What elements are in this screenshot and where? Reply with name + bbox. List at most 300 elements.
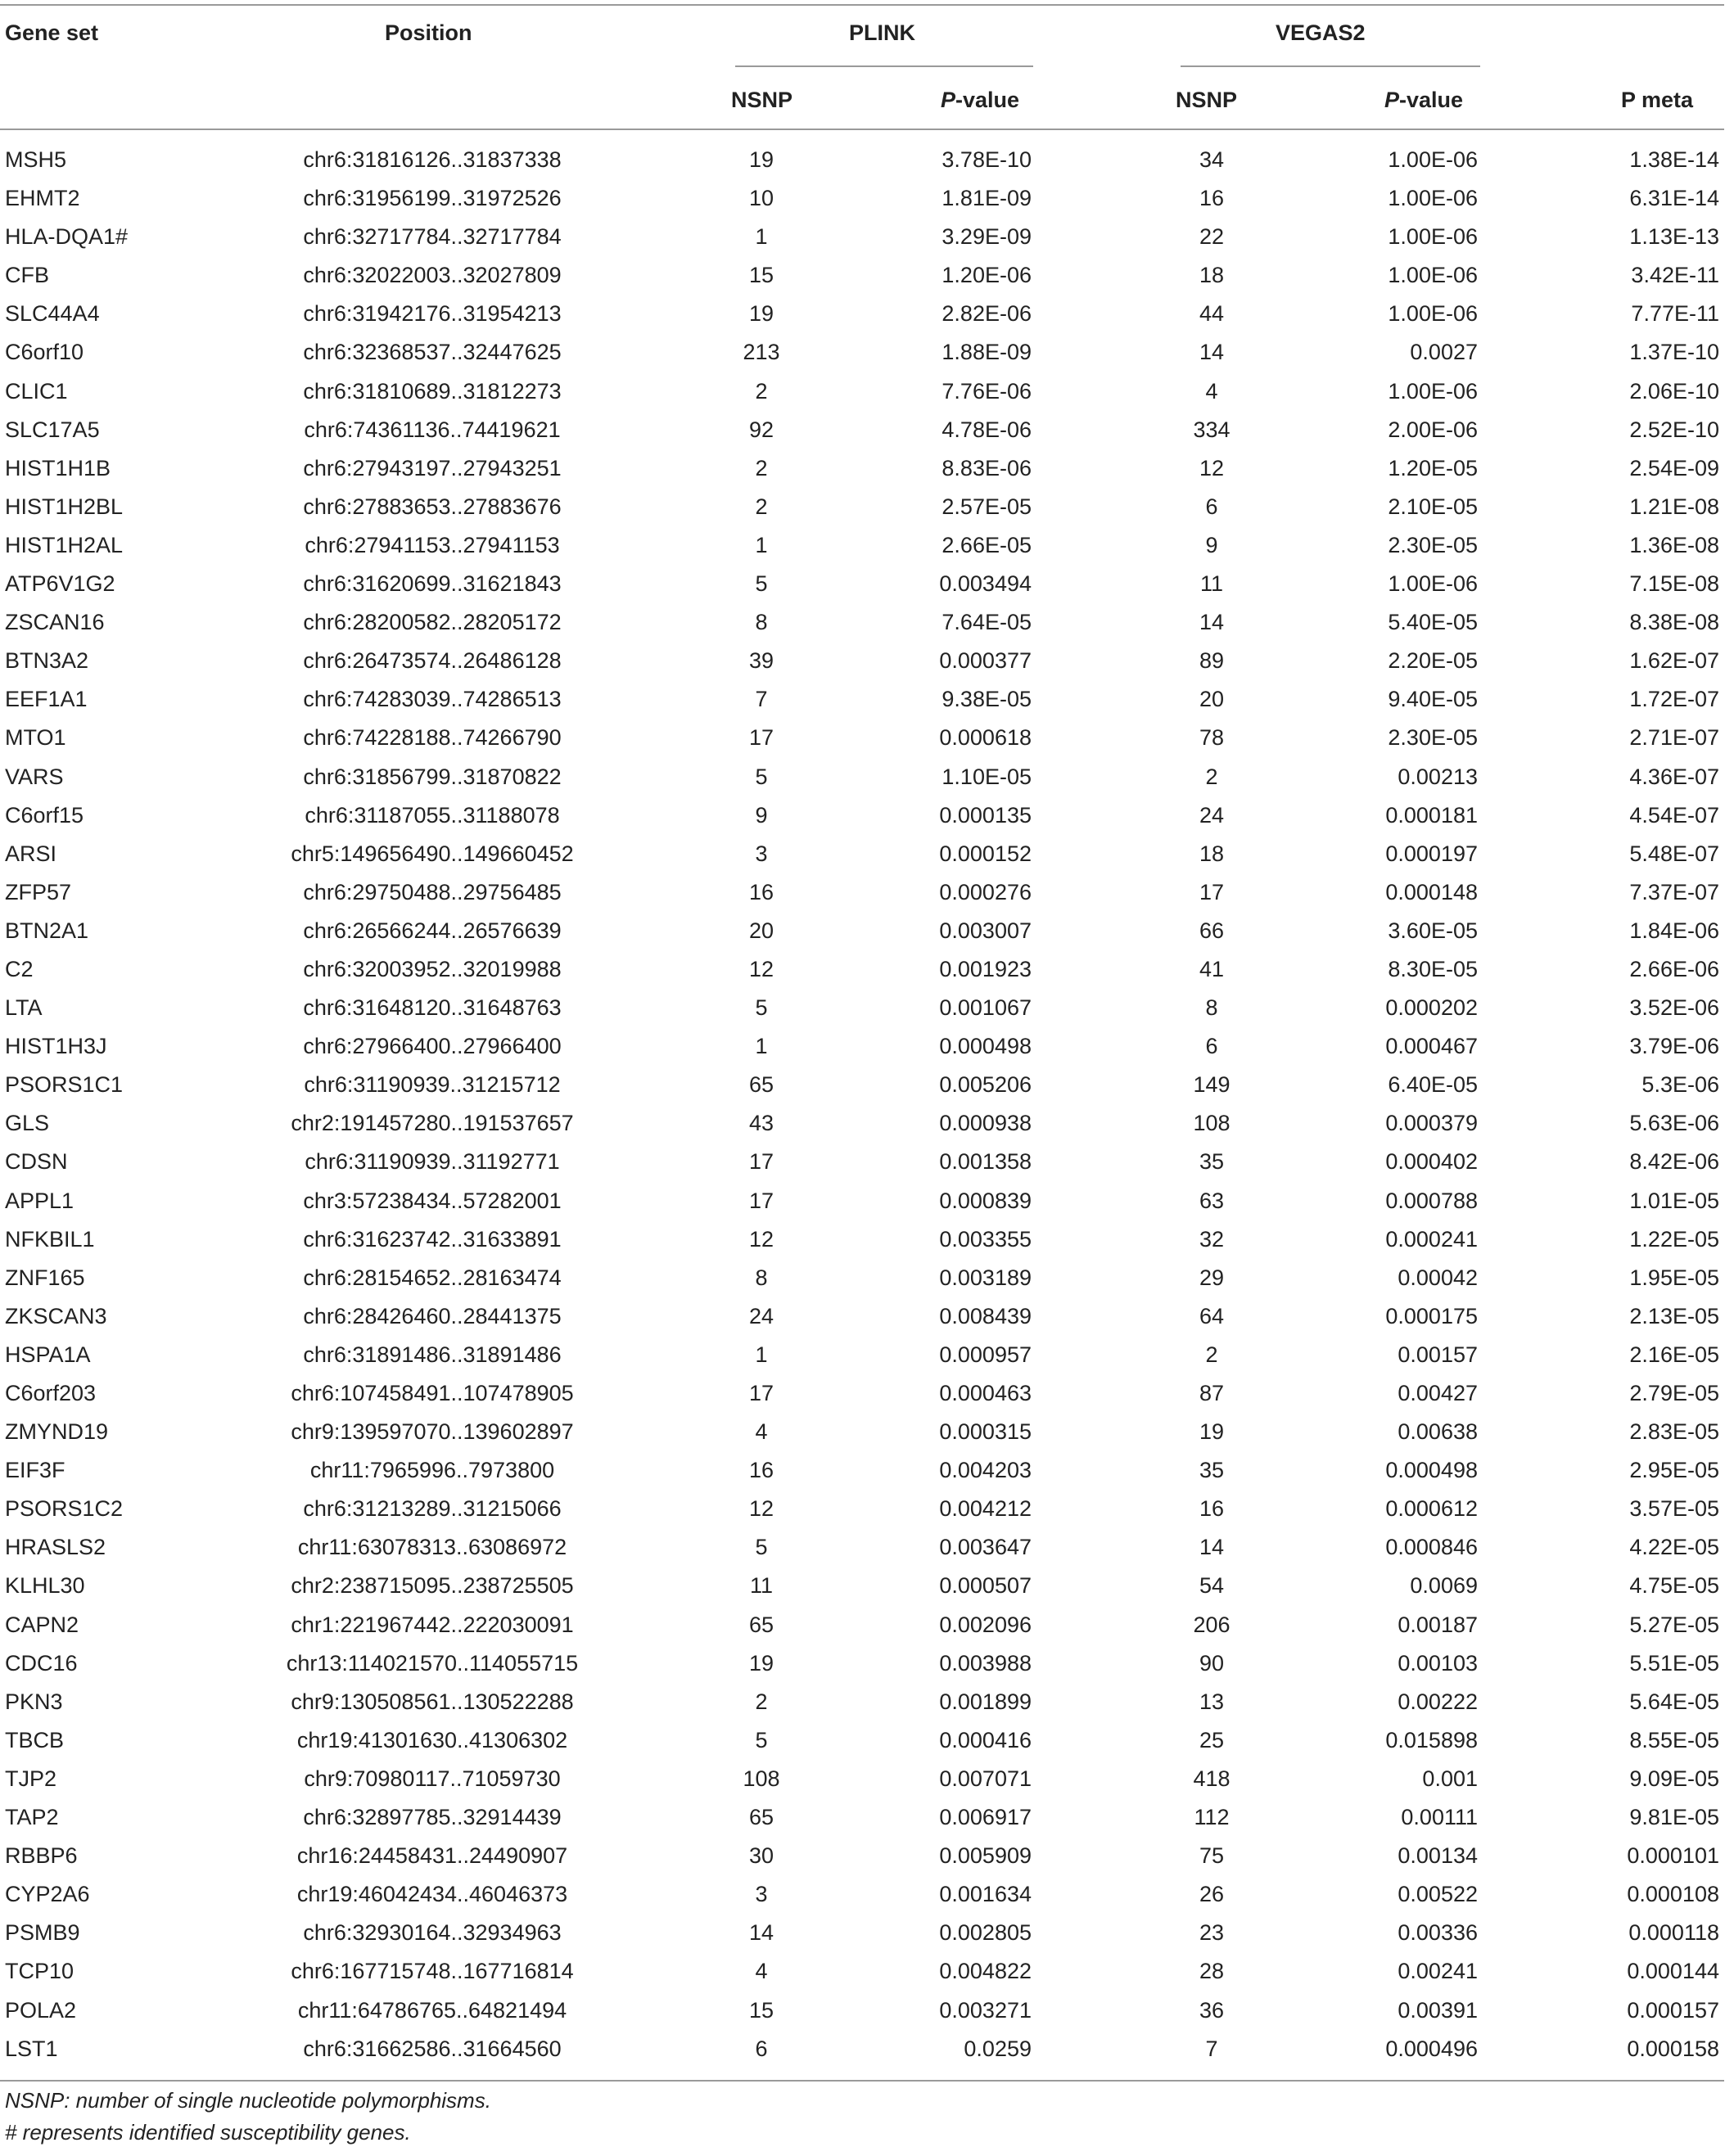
p-meta-cell: 2.79E-05 — [1629, 1381, 1719, 1405]
table-row — [0, 1683, 1724, 1721]
vegas2-p-value-cell: 0.00111 — [1401, 1805, 1478, 1830]
plink-p-value-cell: 0.001634 — [939, 1882, 1032, 1907]
gene-set-cell: EIF3F — [5, 1458, 65, 1483]
plink-p-value-cell: 8.83E-06 — [942, 455, 1032, 480]
table-row — [0, 449, 1724, 488]
vegas2-p-value-cell: 0.00241 — [1398, 1959, 1478, 1984]
vegas2-nsnp-cell: 334 — [1193, 417, 1231, 442]
plink-nsnp-cell: 15 — [748, 1997, 774, 2023]
header-plink-nsnp: NSNP — [731, 88, 793, 112]
p-meta-cell: 0.000118 — [1628, 1920, 1719, 1946]
p-meta-cell: 7.37E-07 — [1629, 879, 1719, 904]
table-row — [0, 1721, 1724, 1760]
p-meta-cell: 4.75E-05 — [1629, 1573, 1719, 1599]
vegas2-nsnp-cell: 11 — [1199, 571, 1224, 597]
plink-nsnp-cell: 7 — [755, 687, 768, 712]
vegas2-p-value-cell: 0.0027 — [1410, 340, 1478, 365]
gene-set-cell: HIST1H1B — [5, 455, 111, 480]
plink-p-value-cell: 0.003271 — [939, 1997, 1032, 2023]
vegas2-p-value-cell: 2.10E-05 — [1388, 494, 1478, 519]
vegas2-nsnp-cell: 6 — [1205, 1034, 1218, 1059]
vegas2-p-value-cell: 0.00187 — [1398, 1612, 1478, 1637]
plink-nsnp-cell: 16 — [748, 879, 774, 904]
vegas2-nsnp-cell: 2 — [1205, 764, 1218, 789]
p-meta-cell: 8.55E-05 — [1629, 1727, 1719, 1752]
gene-set-cell: SLC17A5 — [5, 417, 100, 442]
plink-p-value-cell: 3.29E-09 — [942, 224, 1032, 250]
position-cell: chr6:32022003..32027809 — [303, 263, 562, 288]
vegas2-p-value-cell: 8.30E-05 — [1388, 956, 1478, 981]
vegas2-nsnp-cell: 78 — [1199, 725, 1225, 751]
gene-set-cell: KLHL30 — [5, 1573, 85, 1599]
position-cell: chr6:31956199..31972526 — [303, 186, 562, 211]
vegas2-p-value-cell: 0.00103 — [1398, 1650, 1478, 1676]
p-meta-cell: 2.06E-10 — [1629, 378, 1719, 404]
p-meta-cell: 5.3E-06 — [1641, 1072, 1719, 1098]
gene-set-cell: GLS — [5, 1111, 50, 1136]
gene-set-cell: PKN3 — [5, 1689, 63, 1714]
plink-p-value-cell: 2.82E-06 — [942, 301, 1032, 327]
gene-set-cell: CLIC1 — [5, 378, 68, 404]
gene-set-cell: EHMT2 — [5, 186, 80, 211]
vegas2-nsnp-cell: 54 — [1199, 1573, 1225, 1599]
footnote-nsnp: NSNP: number of single nucleotide polymorphisms. — [5, 2088, 491, 2113]
p-meta-cell: 3.52E-06 — [1629, 995, 1719, 1021]
position-cell: chr6:31942176..31954213 — [303, 301, 562, 327]
p-meta-cell: 5.48E-07 — [1629, 841, 1719, 866]
plink-nsnp-cell: 19 — [748, 301, 774, 327]
plink-nsnp-cell: 20 — [748, 918, 774, 943]
table-row — [0, 1374, 1724, 1413]
table-row — [0, 950, 1724, 989]
p-meta-cell: 0.000157 — [1627, 1997, 1719, 2023]
plink-p-value-cell: 0.001358 — [939, 1149, 1032, 1175]
plink-nsnp-cell: 11 — [749, 1573, 774, 1599]
gene-set-cell: C2 — [5, 956, 34, 981]
position-cell: chr6:28200582..28205172 — [303, 610, 562, 635]
header-gene-set: Gene set — [5, 20, 99, 45]
vegas2-nsnp-cell: 6 — [1205, 494, 1218, 519]
p-meta-cell: 5.63E-06 — [1629, 1111, 1719, 1136]
position-cell: chr6:31816126..31837338 — [303, 147, 562, 172]
vegas2-nsnp-cell: 75 — [1199, 1843, 1225, 1869]
vegas2-p-value-cell: 2.30E-05 — [1388, 725, 1478, 751]
plink-p-value-cell: 0.003988 — [939, 1650, 1032, 1676]
header-p-meta: P meta — [1621, 88, 1694, 112]
gene-set-cell: CYP2A6 — [5, 1882, 90, 1907]
vegas2-nsnp-cell: 16 — [1199, 1496, 1225, 1522]
vegas2-nsnp-cell: 4 — [1205, 378, 1218, 404]
vegas2-p-value-cell: 1.00E-06 — [1388, 147, 1478, 172]
vegas2-nsnp-cell: 12 — [1199, 455, 1225, 480]
vegas2-p-value-cell: 0.015898 — [1385, 1727, 1478, 1752]
plink-nsnp-cell: 17 — [748, 1381, 774, 1405]
plink-p-value-cell: 1.88E-09 — [942, 340, 1032, 365]
position-cell: chr6:32930164..32934963 — [303, 1920, 562, 1946]
plink-p-value-cell: 0.002805 — [939, 1920, 1032, 1946]
position-cell: chr6:27943197..27943251 — [303, 455, 562, 480]
vegas2-p-value-cell: 0.000148 — [1385, 879, 1478, 904]
plink-p-value-cell: 0.000957 — [939, 1342, 1032, 1367]
plink-nsnp-cell: 5 — [755, 1727, 768, 1752]
p-meta-cell: 2.95E-05 — [1629, 1458, 1719, 1483]
table-row — [0, 1760, 1724, 1798]
plink-nsnp-cell: 8 — [755, 1265, 768, 1290]
position-cell: chr6:32368537..32447625 — [303, 340, 562, 365]
position-cell: chr6:74283039..74286513 — [303, 687, 562, 712]
table-row — [0, 1027, 1724, 1066]
vegas2-nsnp-cell: 28 — [1199, 1959, 1225, 1984]
header-plink-p-value: P-value — [941, 88, 1020, 112]
p-meta-cell: 1.38E-14 — [1629, 147, 1719, 172]
vegas2-nsnp-cell: 18 — [1199, 841, 1225, 866]
p-meta-cell: 5.64E-05 — [1629, 1689, 1719, 1714]
plink-p-value-cell: 0.003494 — [939, 571, 1032, 597]
plink-nsnp-cell: 30 — [748, 1843, 774, 1869]
table-row — [0, 411, 1724, 449]
plink-p-value-cell: 0.003189 — [939, 1265, 1032, 1290]
plink-nsnp-cell: 3 — [755, 841, 768, 866]
position-cell: chr2:191457280..191537657 — [291, 1111, 574, 1136]
table-row — [0, 1143, 1724, 1181]
vegas2-nsnp-cell: 8 — [1205, 995, 1218, 1021]
gene-set-cell: ZNF165 — [5, 1265, 85, 1290]
vegas2-p-value-cell: 0.000202 — [1385, 995, 1478, 1021]
plink-nsnp-cell: 65 — [748, 1612, 774, 1637]
vegas2-p-value-cell: 0.000788 — [1385, 1188, 1478, 1213]
gene-set-cell: BTN2A1 — [5, 918, 89, 943]
vegas2-nsnp-cell: 13 — [1199, 1689, 1225, 1714]
gene-set-cell: EEF1A1 — [5, 687, 88, 712]
plink-p-value-cell: 7.76E-06 — [942, 378, 1032, 404]
position-cell: chr6:27941153..27941153 — [305, 532, 560, 557]
position-cell: chr6:31190939..31192771 — [305, 1149, 560, 1175]
gene-set-cell: MTO1 — [5, 725, 66, 751]
gene-set-cell: HSPA1A — [5, 1342, 91, 1367]
p-meta-cell: 1.62E-07 — [1629, 648, 1719, 674]
vegas2-p-value-cell: 0.000181 — [1385, 802, 1478, 828]
position-cell: chr9:130508561..130522288 — [291, 1689, 574, 1714]
p-meta-cell: 3.57E-05 — [1629, 1496, 1719, 1522]
p-meta-cell: 1.01E-05 — [1629, 1188, 1719, 1213]
table-row — [0, 603, 1724, 642]
plink-p-value-cell: 0.004822 — [939, 1959, 1032, 1984]
plink-nsnp-cell: 19 — [748, 147, 774, 172]
plink-nsnp-cell: 12 — [748, 1226, 774, 1252]
vegas2-nsnp-cell: 14 — [1199, 1535, 1225, 1560]
table-row — [0, 1297, 1724, 1336]
table-row — [0, 488, 1724, 526]
plink-nsnp-cell: 39 — [748, 648, 774, 674]
position-cell: chr5:149656490..149660452 — [291, 841, 574, 866]
plink-nsnp-cell: 15 — [748, 263, 774, 288]
plink-p-value-cell: 0.007071 — [939, 1766, 1032, 1791]
gene-set-cell: C6orf15 — [5, 802, 84, 828]
position-cell: chr6:32003952..32019988 — [303, 956, 562, 981]
position-cell: chr6:27883653..27883676 — [303, 494, 562, 519]
p-meta-cell: 1.21E-08 — [1629, 494, 1719, 519]
p-meta-cell: 2.83E-05 — [1629, 1419, 1719, 1445]
position-cell: chr6:31810689..31812273 — [303, 378, 562, 404]
table-row — [0, 295, 1724, 333]
p-meta-cell: 2.13E-05 — [1629, 1303, 1719, 1328]
table-row — [0, 796, 1724, 835]
p-meta-cell: 2.52E-10 — [1629, 417, 1719, 442]
plink-p-value-cell: 3.78E-10 — [942, 147, 1032, 172]
gene-set-cell: ARSI — [5, 841, 57, 866]
position-cell: chr6:28154652..28163474 — [303, 1265, 562, 1290]
position-cell: chr6:31190939..31215712 — [304, 1072, 561, 1098]
gene-set-cell: PSORS1C1 — [5, 1072, 124, 1098]
vegas2-nsnp-cell: 23 — [1199, 1920, 1225, 1946]
position-cell: chr6:31620699..31621843 — [303, 571, 562, 597]
gene-set-cell: ZKSCAN3 — [5, 1303, 107, 1328]
vegas2-nsnp-cell: 35 — [1199, 1149, 1225, 1175]
p-meta-cell: 5.27E-05 — [1629, 1612, 1719, 1637]
table-row — [0, 1875, 1724, 1914]
table-row — [0, 526, 1724, 565]
table-row — [0, 1952, 1724, 1991]
vegas2-nsnp-cell: 108 — [1193, 1111, 1231, 1136]
p-meta-cell: 1.84E-06 — [1629, 918, 1719, 943]
table-row — [0, 372, 1724, 411]
plink-p-value-cell: 0.006917 — [939, 1805, 1032, 1830]
vegas2-nsnp-cell: 29 — [1199, 1265, 1225, 1290]
plink-nsnp-cell: 14 — [748, 1920, 774, 1946]
gene-set-cell: VARS — [5, 764, 64, 789]
vegas2-p-value-cell: 3.60E-05 — [1388, 918, 1478, 943]
p-meta-cell: 0.000101 — [1627, 1843, 1719, 1869]
plink-nsnp-cell: 5 — [755, 995, 768, 1021]
table-row — [0, 2030, 1724, 2068]
table-row — [0, 179, 1724, 218]
table-row — [0, 1991, 1724, 2030]
plink-nsnp-cell: 65 — [748, 1072, 774, 1098]
plink-nsnp-cell: 43 — [748, 1111, 774, 1136]
gene-set-cell: CFB — [5, 263, 49, 288]
position-cell: chr2:238715095..238725505 — [291, 1573, 574, 1599]
p-meta-cell: 2.66E-06 — [1629, 956, 1719, 981]
plink-nsnp-cell: 8 — [755, 610, 768, 635]
plink-group-rule — [735, 65, 1033, 67]
plink-nsnp-cell: 2 — [755, 494, 768, 519]
plink-nsnp-cell: 6 — [755, 2036, 768, 2061]
table-row — [0, 1066, 1724, 1104]
vegas2-nsnp-cell: 20 — [1199, 687, 1225, 712]
plink-nsnp-cell: 4 — [755, 1959, 768, 1984]
vegas2-p-value-cell: 1.20E-05 — [1388, 455, 1478, 480]
gene-set-cell: LTA — [5, 995, 43, 1021]
plink-p-value-cell: 9.38E-05 — [942, 687, 1032, 712]
plink-p-value-cell: 7.64E-05 — [942, 610, 1032, 635]
position-cell: chr1:221967442..222030091 — [291, 1612, 574, 1637]
plink-nsnp-cell: 2 — [755, 1689, 768, 1714]
gene-set-cell: ZMYND19 — [5, 1419, 109, 1445]
plink-p-value-cell: 0.0259 — [964, 2036, 1032, 2061]
gene-set-cell: POLA2 — [5, 1997, 77, 2023]
p-meta-cell: 7.15E-08 — [1629, 571, 1719, 597]
plink-nsnp-cell: 108 — [743, 1766, 780, 1791]
vegas2-p-value-cell: 5.40E-05 — [1388, 610, 1478, 635]
plink-nsnp-cell: 2 — [755, 455, 768, 480]
header-plink: PLINK — [849, 20, 915, 45]
p-meta-cell: 5.51E-05 — [1629, 1650, 1719, 1676]
plink-p-value-cell: 0.000152 — [939, 841, 1032, 866]
gene-set-cell: ATP6V1G2 — [5, 571, 115, 597]
p-meta-cell: 2.71E-07 — [1629, 725, 1719, 751]
vegas2-group-rule — [1181, 65, 1480, 67]
p-meta-cell: 2.16E-05 — [1629, 1342, 1719, 1367]
vegas2-p-value-cell: 2.20E-05 — [1388, 648, 1478, 674]
vegas2-nsnp-cell: 90 — [1199, 1650, 1225, 1676]
vegas2-p-value-cell: 1.00E-06 — [1388, 186, 1478, 211]
table-row — [0, 719, 1724, 757]
p-meta-cell: 4.54E-07 — [1629, 802, 1719, 828]
plink-p-value-cell: 0.000135 — [939, 802, 1032, 828]
position-cell: chr16:24458431..24490907 — [296, 1843, 568, 1869]
plink-nsnp-cell: 19 — [748, 1650, 774, 1676]
plink-nsnp-cell: 17 — [748, 1188, 774, 1213]
vegas2-p-value-cell: 0.000175 — [1385, 1303, 1478, 1328]
vegas2-p-value-cell: 0.000498 — [1385, 1458, 1478, 1483]
position-cell: chr19:41301630..41306302 — [296, 1727, 568, 1752]
position-cell: chr3:57238434..57282001 — [303, 1188, 562, 1213]
table-row — [0, 1490, 1724, 1528]
plink-p-value-cell: 0.003647 — [939, 1535, 1032, 1560]
table-row — [0, 1104, 1724, 1143]
gene-set-cell: BTN3A2 — [5, 648, 89, 674]
plink-p-value-cell: 0.000618 — [939, 725, 1032, 751]
vegas2-nsnp-cell: 63 — [1199, 1188, 1225, 1213]
plink-nsnp-cell: 17 — [748, 1149, 774, 1175]
plink-p-value-cell: 0.001067 — [939, 995, 1032, 1021]
vegas2-nsnp-cell: 35 — [1199, 1458, 1225, 1483]
p-meta-cell: 0.000108 — [1627, 1882, 1719, 1907]
gene-set-cell: CDC16 — [5, 1650, 78, 1676]
table-row — [0, 642, 1724, 680]
p-meta-cell: 6.31E-14 — [1629, 186, 1719, 211]
vegas2-nsnp-cell: 16 — [1199, 186, 1225, 211]
vegas2-p-value-cell: 2.00E-06 — [1388, 417, 1478, 442]
position-cell: chr13:114021570..114055715 — [286, 1650, 579, 1676]
position-cell: chr6:27966400..27966400 — [303, 1034, 562, 1059]
p-meta-cell: 1.95E-05 — [1629, 1265, 1719, 1290]
gene-set-cell: ZSCAN16 — [5, 610, 105, 635]
p-meta-cell: 8.38E-08 — [1629, 610, 1719, 635]
position-cell: chr6:32717784..32717784 — [303, 224, 562, 250]
gene-set-cell: TJP2 — [5, 1766, 57, 1791]
gene-set-cell: HLA-DQA1# — [5, 224, 129, 250]
vegas2-p-value-cell: 0.000379 — [1385, 1111, 1478, 1136]
plink-p-value-cell: 0.003007 — [939, 918, 1032, 943]
vegas2-p-value-cell: 6.40E-05 — [1388, 1072, 1478, 1098]
plink-p-value-cell: 0.000416 — [939, 1727, 1032, 1752]
position-cell: chr6:74361136..74419621 — [304, 417, 561, 442]
plink-nsnp-cell: 2 — [755, 378, 768, 404]
table-row — [0, 1182, 1724, 1220]
vegas2-nsnp-cell: 26 — [1199, 1882, 1225, 1907]
gene-set-cell: ZFP57 — [5, 879, 72, 904]
position-cell: chr6:107458491..107478905 — [291, 1381, 574, 1405]
plink-p-value-cell: 0.003355 — [939, 1226, 1032, 1252]
table-row — [0, 218, 1724, 256]
vegas2-nsnp-cell: 32 — [1199, 1226, 1225, 1252]
plink-p-value-cell: 0.005206 — [939, 1072, 1032, 1098]
plink-p-value-cell: 0.000938 — [939, 1111, 1032, 1136]
plink-nsnp-cell: 1 — [755, 1342, 768, 1367]
gene-set-cell: TCP10 — [5, 1959, 75, 1984]
plink-p-value-cell: 0.004203 — [939, 1458, 1032, 1483]
plink-p-value-cell: 0.005909 — [939, 1843, 1032, 1869]
gene-set-cell: APPL1 — [5, 1188, 75, 1213]
vegas2-nsnp-cell: 24 — [1199, 802, 1225, 828]
plink-nsnp-cell: 12 — [748, 956, 774, 981]
plink-nsnp-cell: 10 — [748, 186, 774, 211]
position-cell: chr6:28426460..28441375 — [303, 1303, 562, 1328]
vegas2-p-value-cell: 0.001 — [1422, 1766, 1478, 1791]
vegas2-nsnp-cell: 87 — [1199, 1381, 1225, 1405]
vegas2-nsnp-cell: 112 — [1194, 1805, 1230, 1830]
plink-p-value-cell: 0.000276 — [939, 879, 1032, 904]
gene-set-cell: RBBP6 — [5, 1843, 78, 1869]
vegas2-p-value-cell: 0.00391 — [1398, 1997, 1478, 2023]
table-row — [0, 1914, 1724, 1952]
table-row — [0, 1606, 1724, 1644]
p-meta-cell: 4.36E-07 — [1629, 764, 1719, 789]
vegas2-p-value-cell: 0.000612 — [1385, 1496, 1478, 1522]
position-cell: chr6:74228188..74266790 — [303, 725, 562, 751]
vegas2-nsnp-cell: 14 — [1199, 340, 1225, 365]
plink-p-value-cell: 1.10E-05 — [942, 764, 1032, 789]
position-cell: chr6:31648120..31648763 — [303, 995, 562, 1021]
plink-p-value-cell: 0.001923 — [939, 956, 1032, 981]
gene-set-cell: PSORS1C2 — [5, 1496, 124, 1522]
vegas2-p-value-cell: 1.00E-06 — [1388, 571, 1478, 597]
gene-set-cell: SLC44A4 — [5, 301, 100, 327]
gene-set-cell: HIST1H2BL — [5, 494, 124, 519]
table-row — [0, 989, 1724, 1027]
position-cell: chr6:26473574..26486128 — [303, 648, 562, 674]
position-cell: chr11:64786765..64821494 — [297, 1997, 567, 2023]
vegas2-p-value-cell: 0.00522 — [1398, 1882, 1478, 1907]
plink-nsnp-cell: 65 — [748, 1805, 774, 1830]
plink-p-value-cell: 1.81E-09 — [942, 186, 1032, 211]
header-position: Position — [385, 20, 472, 45]
plink-p-value-cell: 0.004212 — [939, 1496, 1032, 1522]
table-bottom-rule — [0, 2080, 1724, 2082]
p-meta-cell: 8.42E-06 — [1629, 1149, 1719, 1175]
plink-nsnp-cell: 5 — [755, 571, 768, 597]
p-meta-cell: 1.37E-10 — [1629, 340, 1719, 365]
vegas2-nsnp-cell: 9 — [1205, 532, 1218, 557]
p-meta-cell: 3.79E-06 — [1629, 1034, 1719, 1059]
p-meta-cell: 2.54E-09 — [1629, 455, 1719, 480]
plink-p-value-cell: 0.001899 — [939, 1689, 1032, 1714]
position-cell: chr6:31187055..31188078 — [305, 802, 560, 828]
p-meta-cell: 0.000144 — [1627, 1959, 1719, 1984]
vegas2-p-value-cell: 0.00042 — [1398, 1265, 1478, 1290]
vegas2-p-value-cell: 1.00E-06 — [1388, 263, 1478, 288]
position-cell: chr6:31213289..31215066 — [303, 1496, 562, 1522]
plink-p-value-cell: 0.000315 — [939, 1419, 1032, 1445]
p-meta-cell: 0.000158 — [1627, 2036, 1719, 2061]
position-cell: chr6:26566244..26576639 — [303, 918, 562, 943]
gene-set-cell: C6orf203 — [5, 1381, 97, 1405]
p-meta-cell: 9.09E-05 — [1629, 1766, 1719, 1791]
table-row — [0, 912, 1724, 950]
p-meta-cell: 1.13E-13 — [1629, 224, 1719, 250]
vegas2-nsnp-cell: 418 — [1193, 1766, 1231, 1791]
